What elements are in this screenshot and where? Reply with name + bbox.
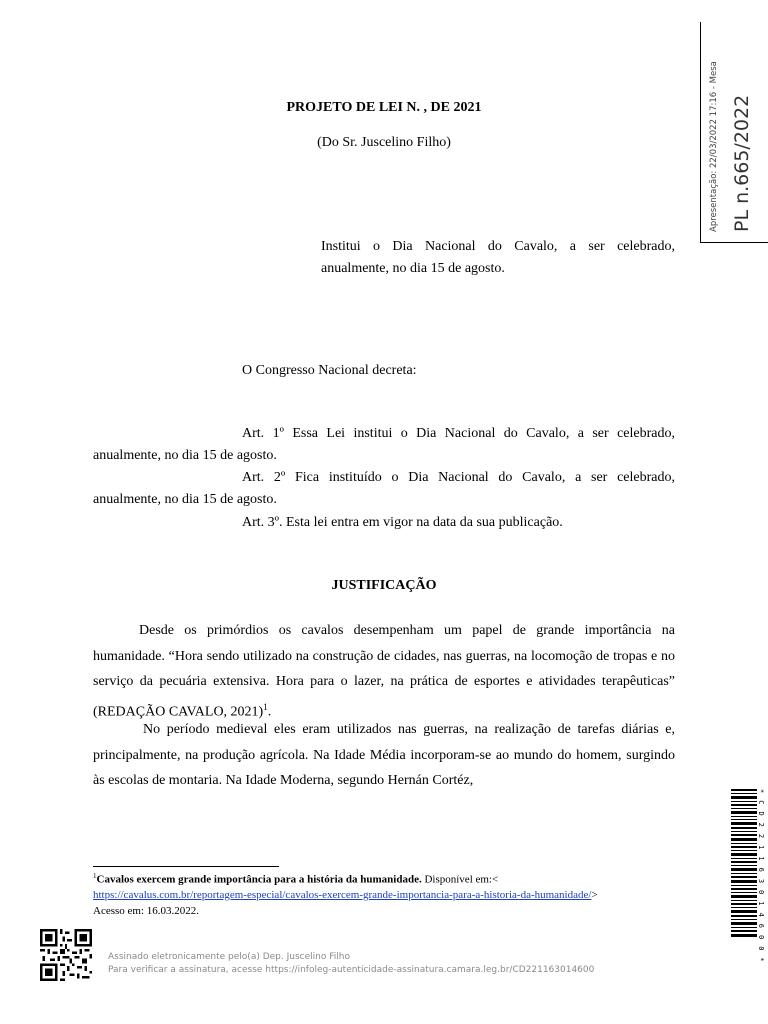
article-2: Art. 2º Fica instituído o Dia Nacional do Cavalo, a ser celebrado, anualmente, no dia 15 de agosto.: [93, 470, 675, 507]
footnote-mark: 1: [93, 872, 97, 880]
footnote: [93, 869, 675, 919]
decree-clause: O Congresso Nacional decreta:: [242, 363, 417, 378]
footnote-reference: 1: [263, 701, 268, 712]
footnote-source-title: Cavalos exercem grande importância para a história da humanidade.: [96, 873, 422, 886]
signature-verification: Para verificar a assinatura, acesse https://infoleg-autenticidade-assinatura.camara.leg.br/CD221163014600: [108, 965, 595, 975]
bill-summary: Institui o Dia Nacional do Cavalo, a ser celebrado, anualmente, no dia 15 de agosto.: [321, 239, 675, 276]
justification-paragraph-2: No período medieval eles eram utilizados nas guerras, na realização de tarefas diárias e, principalmente, na produção agrícola. Na Idade Média incorporam-se ao mundo do homem, surgindo às escolas de montaria. Na Idade Moderna, segundo Hernán Cortéz,: [93, 722, 675, 788]
article-3: Art. 3º. Esta lei entra em vigor na data da sua publicação.: [242, 515, 563, 530]
submission-stamp: [700, 22, 768, 243]
footnote-available-text: Disponível em:<: [421, 873, 499, 886]
bill-author: (Do Sr. Juscelino Filho): [317, 135, 451, 150]
stamp-bill-number: PL n.665/2022: [731, 94, 753, 232]
signature-signer: Assinado eletronicamente pelo(a) Dep. Juscelino Filho: [108, 952, 350, 962]
barcode: [731, 789, 757, 937]
qr-code-icon: [40, 929, 92, 981]
barcode-code: * C D 2 2 1 1 6 3 0 1 4 6 0 0 *: [757, 789, 765, 964]
footnote-divider: [93, 866, 279, 867]
article-1: Art. 1º Essa Lei institui o Dia Nacional do Cavalo, a ser celebrado, anualmente, no dia 15 de agosto.: [93, 426, 675, 463]
justification-heading: JUSTIFICAÇÃO: [331, 578, 437, 593]
bill-title: PROJETO DE LEI N. , DE 2021: [286, 100, 482, 115]
footnote-access-date: Acesso em: 16.03.2022.: [93, 904, 200, 917]
footnote-link-close: >: [591, 889, 598, 902]
electronic-signature: [108, 951, 594, 977]
justification-paragraph-1: Desde os primórdios os cavalos desempenham um papel de grande importância na humanidade. “Hora sendo utilizado na construção de cidades, nas guerras, na locomoção de tropas e no serviço da pecuária extensiva. Hora para o lazer, na prática de esportes e atividades terapêuticas” (REDAÇÃO CAVALO, 2021)$^1$.: [93, 623, 675, 720]
stamp-date: Apresentação: 22/03/2022 17:16 - Mesa: [709, 61, 719, 232]
footnote-link[interactable]: https://cavalus.com.br/reportagem-especial/cavalos-exercem-grande-importancia-para-a-historia-da-humanidade/: [93, 889, 592, 902]
